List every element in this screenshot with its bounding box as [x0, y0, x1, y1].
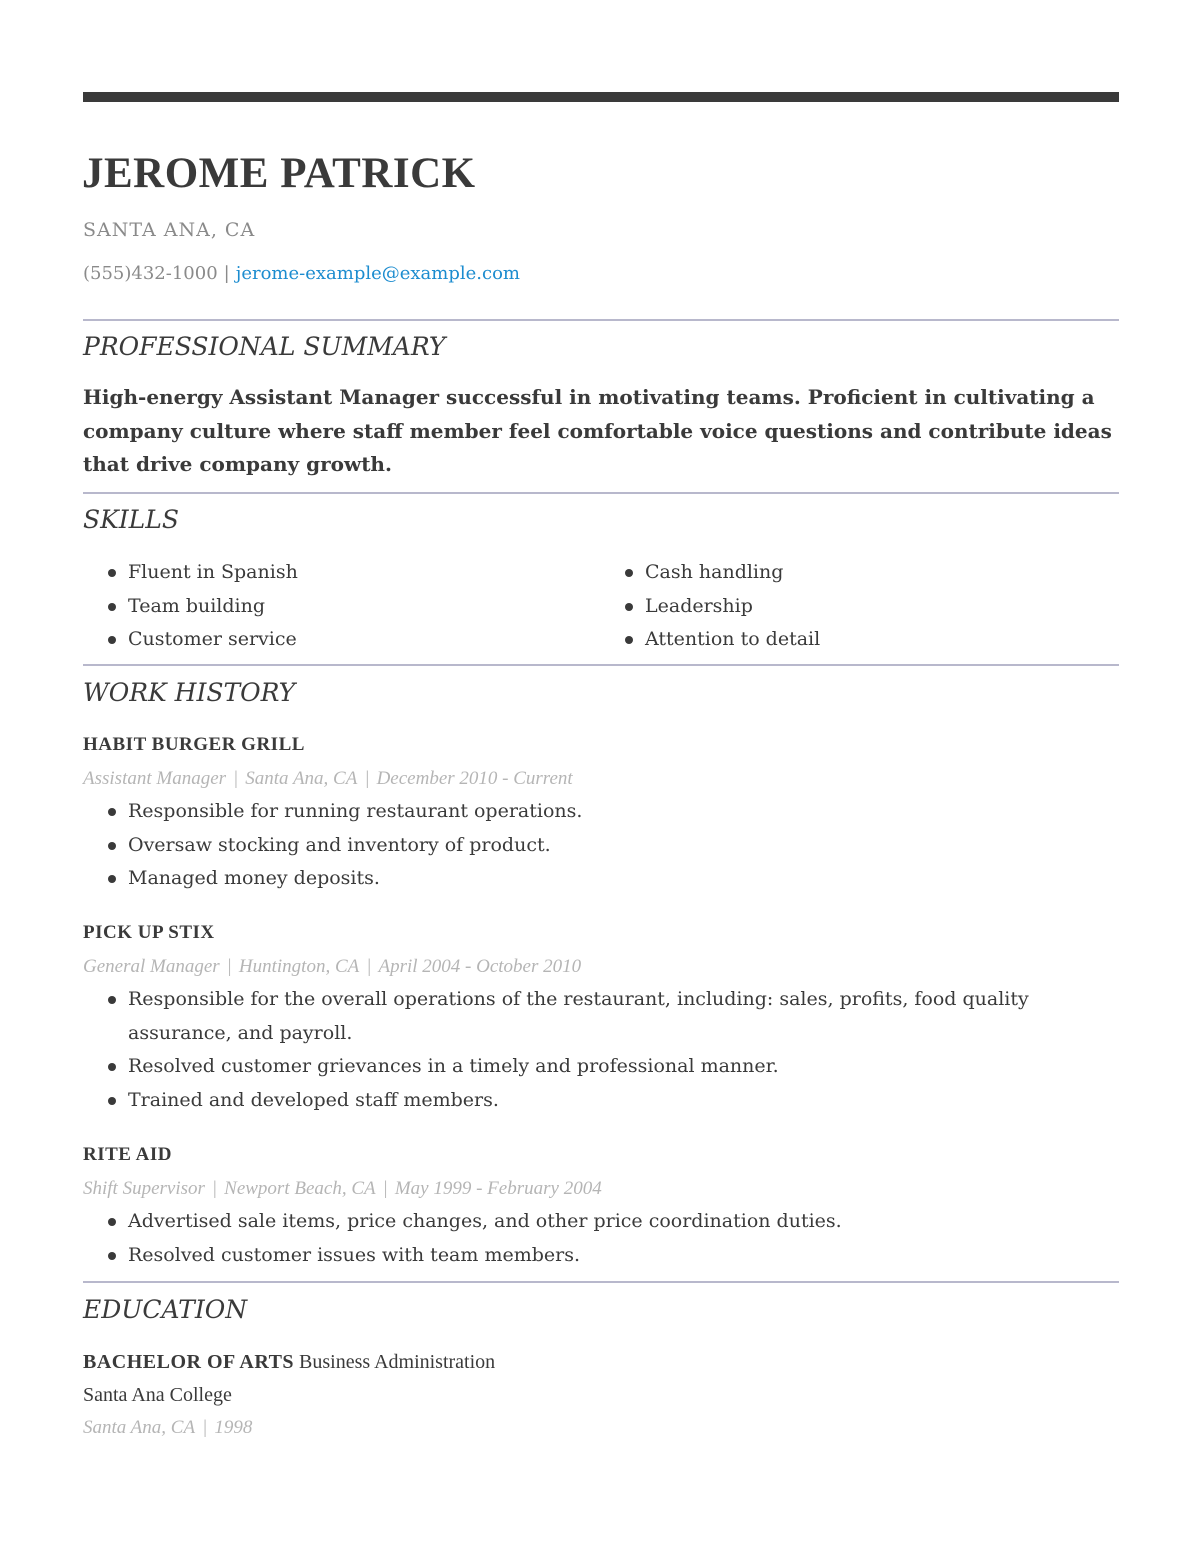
summary-title: PROFESSIONAL SUMMARY — [83, 332, 446, 361]
phone-number: (555)432-1000 — [83, 263, 218, 284]
skill-item: Team building — [83, 590, 583, 624]
skill-item: Leadership — [600, 590, 1100, 624]
job-bullet: Responsible for the overall operations of the restaurant, including: sales, profits, food quality assurance, and payroll. — [83, 983, 1119, 1050]
skills-title: SKILLS — [83, 505, 180, 534]
skill-item: Customer service — [83, 623, 583, 657]
meta-separator: | — [233, 768, 239, 789]
skills-list-left — [83, 556, 583, 657]
candidate-location: SANTA ANA, CA — [83, 219, 256, 241]
job-meta — [83, 955, 581, 979]
work-history-title: WORK HISTORY — [83, 678, 296, 707]
job-place: Santa Ana, CA — [245, 768, 358, 789]
job-dates: December 2010 - Current — [376, 768, 573, 789]
contact-separator: | — [223, 263, 230, 284]
job-bullets — [83, 795, 1119, 896]
section-divider — [83, 492, 1119, 494]
section-divider — [83, 319, 1119, 321]
job-bullet: Responsible for running restaurant operations. — [83, 795, 1119, 829]
section-divider — [83, 1281, 1119, 1283]
job-bullet: Resolved customer grievances in a timely and professional manner. — [83, 1050, 1119, 1084]
meta-separator: | — [382, 1178, 388, 1199]
top-accent-bar — [83, 92, 1119, 102]
job-place: Newport Beach, CA — [224, 1178, 376, 1199]
degree-field: Business Administration — [299, 1351, 496, 1373]
job-dates: April 2004 - October 2010 — [378, 956, 582, 977]
meta-separator: | — [364, 768, 370, 789]
section-divider — [83, 664, 1119, 666]
job-bullets — [83, 1205, 1119, 1272]
meta-separator: | — [202, 1417, 208, 1438]
job-place: Huntington, CA — [238, 956, 360, 977]
job-company: RITE AID — [83, 1144, 172, 1165]
skill-item: Cash handling — [600, 556, 1100, 590]
job-bullet: Managed money deposits. — [83, 862, 1119, 896]
skill-item: Attention to detail — [600, 623, 1100, 657]
job-meta — [83, 1177, 602, 1201]
skill-item: Fluent in Spanish — [83, 556, 583, 590]
meta-separator: | — [366, 956, 372, 977]
job-dates: May 1999 - February 2004 — [394, 1178, 602, 1199]
contact-line — [83, 262, 520, 286]
meta-separator: | — [226, 956, 232, 977]
degree-name: BACHELOR OF ARTS — [83, 1351, 295, 1373]
meta-separator: | — [211, 1178, 218, 1199]
job-role: Assistant Manager — [83, 768, 227, 789]
summary-text: High-energy Assistant Manager successful in motivating teams. Proficient in cultivating a company culture where staff member feel comfortable voice questions and contribute ideas that drive company growth. — [83, 385, 1112, 476]
job-bullet: Trained and developed staff members. — [83, 1084, 1119, 1118]
job-role: Shift Supervisor — [83, 1178, 205, 1199]
job-company: HABIT BURGER GRILL — [83, 734, 305, 755]
job-bullet: Advertised sale items, price changes, and other price coordination duties. — [83, 1205, 1119, 1239]
skills-list-right — [600, 556, 1100, 657]
school-name: Santa Ana College — [83, 1384, 232, 1406]
job-meta — [83, 767, 573, 791]
job-bullet: Resolved customer issues with team members. — [83, 1239, 1119, 1273]
school-place: Santa Ana, CA — [83, 1417, 196, 1438]
education-title: EDUCATION — [83, 1295, 248, 1324]
graduation-year: 1998 — [214, 1417, 253, 1438]
job-bullets — [83, 983, 1119, 1117]
job-company: PICK UP STIX — [83, 922, 215, 943]
education-meta — [83, 1416, 252, 1440]
candidate-name: JEROME PATRICK — [82, 150, 476, 197]
job-role: General Manager — [83, 956, 220, 977]
degree-line — [83, 1350, 495, 1374]
email-link[interactable]: jerome-example@example.com — [235, 263, 520, 284]
job-bullet: Oversaw stocking and inventory of product. — [83, 829, 1119, 863]
